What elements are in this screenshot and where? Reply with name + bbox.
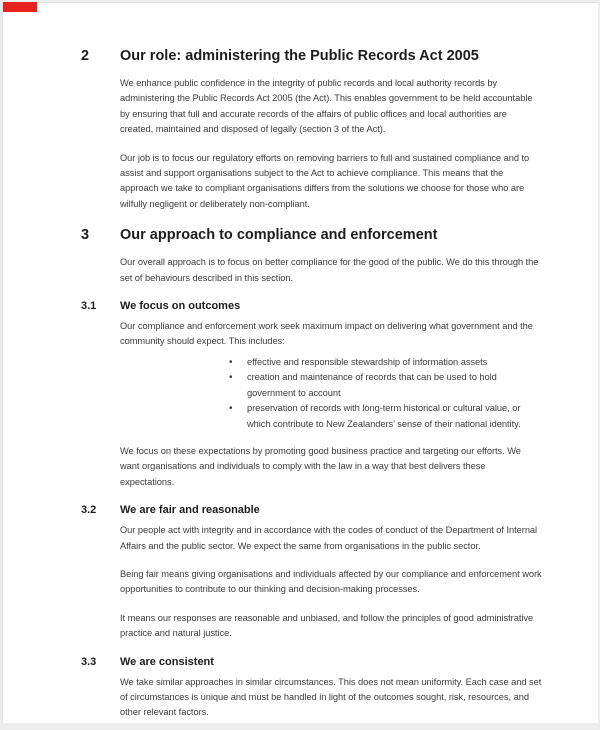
paragraph: We focus on these expectations by promoting good business practice and targeting our efforts. We want organisations and individuals to comply with the law in a way that best delivers these expectations. xyxy=(120,445,521,487)
section-heading-3 xyxy=(81,226,542,244)
paragraph: It means our responses are reasonable and unbiased, and follow the principles of good administrative practice and natural justice. xyxy=(120,612,534,639)
paragraph: We take similar approaches in similar circumstances. This does not mean uniformity. Each case and set of circumstances is unique and must be handled in light of the outcomes sought, risk, resources, and other relevant factors. xyxy=(120,676,542,718)
subsection-title: We are fair and reasonable xyxy=(120,504,260,517)
subsection-heading-3-2 xyxy=(81,503,542,517)
subsection-heading-3-1 xyxy=(81,299,542,313)
paragraph: Our overall approach is to focus on better compliance for the good of the public. We do this through the set of behaviours described in this section. xyxy=(120,257,539,283)
paragraph: Our people act with integrity and in accordance with the codes of conduct of the Department of Internal Affairs and the public sector. We expect the same from organisations in the public sector. xyxy=(120,525,538,551)
subsection-number: 3.1 xyxy=(81,300,97,313)
bullet-list xyxy=(227,355,542,432)
document-content xyxy=(3,3,598,721)
section-number: 3 xyxy=(81,227,90,244)
section-title: Our role: administering the Public Records Act 2005 xyxy=(120,48,479,64)
paragraph: Our job is to focus our regulatory efforts on removing barriers to full and sustained compliance and to assist and support organisations subject to the Act to achieve compliance. This means that the approach we take to compliant organisations differs from the solutions we choose for those who are wilfully negligent or deliberately non-compliant. xyxy=(120,152,530,209)
subsection-title: We are consistent xyxy=(120,655,214,668)
document-page xyxy=(2,2,598,723)
paragraph: Being fair means giving organisations and individuals affected by our compliance and enforcement work opportunities to contribute to our thinking and decision-making processes. xyxy=(120,568,542,595)
bullet-item: • effective and responsible stewardship of information assets xyxy=(227,355,542,370)
bullet-item: • preservation of records with long-term historical or cultural value, or which contribute to New Zealanders’ sense of their national identity. xyxy=(227,401,542,432)
bullet-item: • creation and maintenance of records that can be used to hold government to account xyxy=(227,370,542,401)
paragraph: We enhance public confidence in the integrity of public records and local authority records by administering the Public Records Act 2005 (the Act). This enables government to be held accountable by ensuring that full and accurate records of the affairs of public offices and local authorities are created, maintained and disposed of legally (section 3 of the Act). xyxy=(120,78,533,135)
subsection-number: 3.3 xyxy=(81,655,97,668)
red-corner-marker xyxy=(3,2,37,12)
subsection-heading-3-3 xyxy=(81,655,542,669)
section-heading-2 xyxy=(81,47,542,65)
subsection-title: We focus on outcomes xyxy=(120,300,241,313)
section-number: 2 xyxy=(81,48,90,64)
paragraph: Our compliance and enforcement work seek maximum impact on delivering what government and the community should expect. This includes: xyxy=(120,321,533,347)
section-title: Our approach to compliance and enforcement xyxy=(120,227,438,244)
subsection-number: 3.2 xyxy=(81,504,97,517)
